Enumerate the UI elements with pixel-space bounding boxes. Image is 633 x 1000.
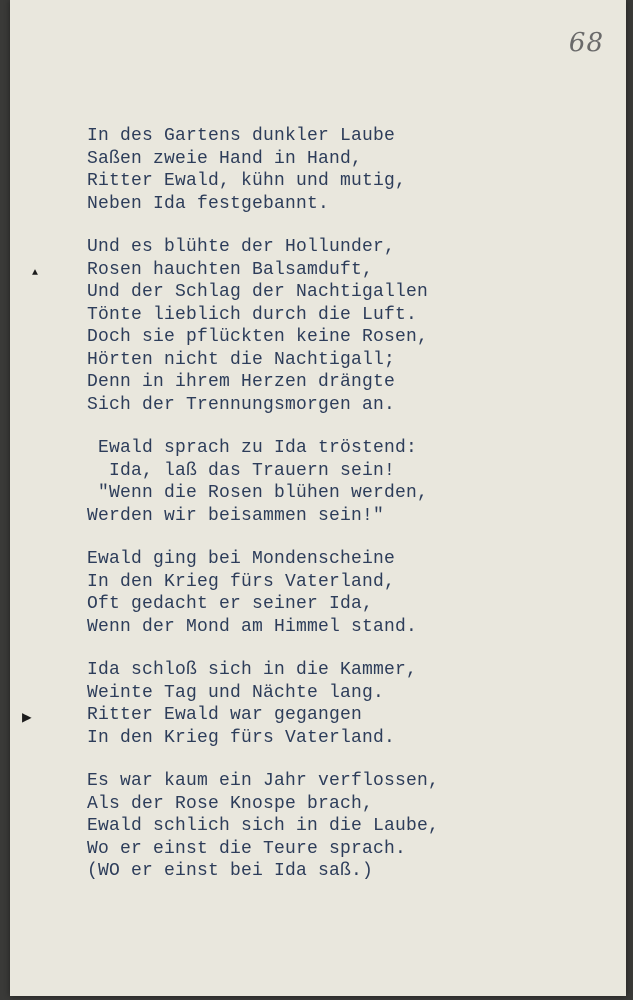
stanza-3	[87, 437, 607, 527]
poem-line: Werden wir beisammen sein!"	[87, 505, 385, 526]
arrow-right-icon: ▶	[22, 709, 32, 727]
poem-line: Hörten nicht die Nachtigall;	[87, 349, 396, 370]
poem-line: In den Krieg fürs Vaterland,	[87, 571, 396, 592]
poem-line: Wenn der Mond am Himmel stand.	[87, 616, 418, 637]
typed-page	[10, 0, 626, 996]
poem-line: In den Krieg fürs Vaterland.	[87, 727, 396, 748]
poem-line: Und es blühte der Hollunder,	[87, 237, 396, 257]
poem-line: Saßen zweie Hand in Hand,	[87, 148, 363, 169]
poem-line: Ritter Ewald, kühn und mutig,	[87, 171, 407, 191]
small-dot-icon: ▲	[32, 268, 39, 279]
poem-line: Ida schloß sich in die Kammer,	[87, 660, 418, 680]
poem-line: Rosen hauchten Balsamduft,	[87, 259, 374, 280]
poem-line: Es war kaum ein Jahr verflossen,	[87, 771, 440, 791]
stanza-6	[87, 770, 607, 883]
poem-line: Ida, laß das Trauern sein!	[87, 460, 396, 481]
poem-line: In des Gartens dunkler Laube	[87, 126, 396, 146]
poem-line: Ewald ging bei Mondenscheine	[87, 549, 396, 569]
poem-line: Oft gedacht er seiner Ida,	[87, 594, 374, 614]
poem-line: Tönte lieblich durch die Luft.	[87, 304, 418, 325]
poem-line: Neben Ida festgebannt.	[87, 193, 330, 214]
poem-line: Doch sie pflückten keine Rosen,	[87, 327, 429, 347]
stanza-1	[87, 125, 607, 215]
poem-line: Weinte Tag und Nächte lang.	[87, 682, 385, 703]
page-number: 68	[568, 28, 604, 58]
stanza-5	[87, 659, 607, 749]
poem-line: Ewald sprach zu Ida tröstend:	[87, 438, 418, 458]
poem-line: Denn in ihrem Herzen drängte	[87, 372, 396, 392]
poem-line: Sich der Trennungsmorgen an.	[87, 394, 396, 415]
stanza-4	[87, 548, 607, 638]
poem-line: Ewald schlich sich in die Laube,	[87, 816, 440, 836]
poem-line: Wo er einst die Teure sprach.	[87, 838, 407, 859]
poem-line: Als der Rose Knospe brach,	[87, 793, 374, 814]
poem-line: Ritter Ewald war gegangen	[87, 705, 363, 725]
poem	[87, 125, 607, 904]
poem-line: (WO er einst bei Ida saß.)	[87, 861, 374, 881]
poem-line: Und der Schlag der Nachtigallen	[87, 282, 429, 302]
poem-line: "Wenn die Rosen blühen werden,	[87, 483, 429, 503]
stanza-2	[87, 236, 607, 416]
